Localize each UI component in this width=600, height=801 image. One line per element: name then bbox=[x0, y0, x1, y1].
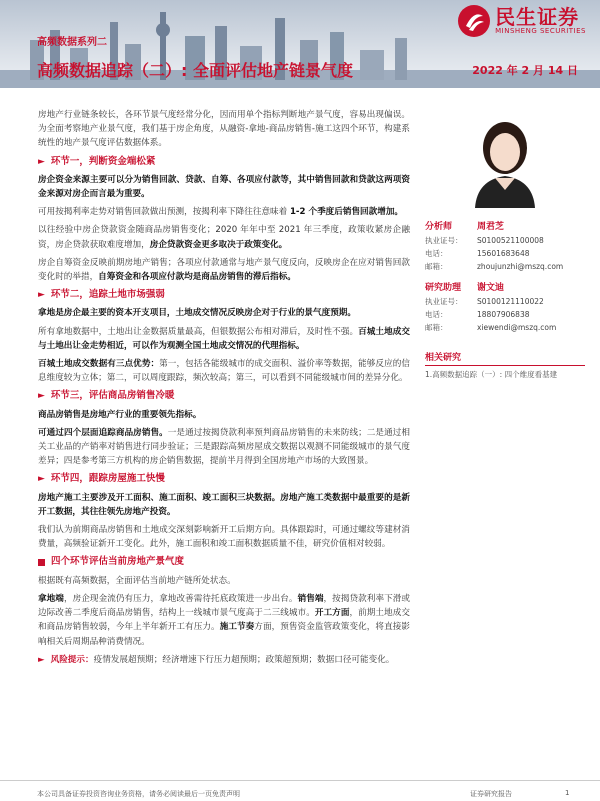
section-2-heading: ► 环节二，追踪土地市场强弱 bbox=[38, 288, 410, 302]
triangle-bullet-icon: ► bbox=[38, 156, 45, 167]
brand bbox=[457, 4, 586, 38]
section-1-para-3: 以往经验中房企贷款资金随商品房销售变化；2020 年年中至 2021 年三季度，政策收紧房企融资，房企贷款获取难度增加，房企贷款资金更多取决于政策变化。 bbox=[38, 225, 410, 250]
section-4-para-1: 房地产施工主要涉及开工面积、施工面积、竣工面积三块数据。房地产施工类数据中最重要的是新开工数据，其往往领先房地产投资。 bbox=[38, 492, 410, 517]
minsheng-logo-icon bbox=[457, 4, 491, 38]
related-research-link[interactable]: 1.高频数据追踪（一）: 四个维度看基建 bbox=[425, 370, 558, 379]
brand-name-en: MINSHENG SECURITIES bbox=[495, 26, 586, 35]
section-4-para-2: 我们认为前期商品房销售和土地成交深刻影响新开工后期方向。具体跟踪时，可通过螺纹等建材消费量，高频验证新开工变化。此外，施工面积和竣工面积数据质量不佳，研究价值相对较弱。 bbox=[38, 525, 410, 550]
section-1-para-1: 房企资金来源主要可以分为销售回款、贷款、自筹、各项应付款等，其中销售回款和贷款这两项资金来源对房企而言最为重要。 bbox=[38, 174, 410, 200]
analyst-1-email[interactable]: zhoujunzhi@mszq.com bbox=[477, 262, 564, 271]
main-content bbox=[38, 108, 410, 671]
page-number: 1 bbox=[565, 789, 570, 797]
section-1-heading: ► 环节一，判断资金端松紧 bbox=[38, 155, 410, 169]
square-bullet-icon bbox=[38, 559, 45, 566]
analyst-1-card: 分析师 周君芝 执业证号： S0100521100008 电话： 15601683648 邮箱： zhoujunzhi@mszq.com bbox=[425, 222, 564, 271]
analyst-photo bbox=[455, 108, 555, 208]
footer-disclaimer: 本公司具备证券投资咨询业务资格，请务必阅读最后一页免责声明 bbox=[37, 790, 240, 798]
section-1-para-2: 可用按揭利率走势对销售回款做出预测，按揭利率下降往往意味着 1-2 个季度后销售回款增加。 bbox=[38, 207, 404, 218]
section-3-heading: ► 环节三，评估商品房销售冷暖 bbox=[38, 389, 410, 403]
sidebar bbox=[425, 108, 585, 380]
page-footer bbox=[0, 780, 600, 801]
section-5-para-1: 根据既有高频数据，全面评估当前地产链所处状态。 bbox=[38, 575, 236, 586]
section-4-heading: ► 环节四，跟踪房屋施工快慢 bbox=[38, 472, 410, 486]
intro-paragraph: 房地产行业链条较长，各环节景气度经常分化，因而用单个指标判断地产景气度，容易出现偏误。为全面考察地产业景气度，我们基于房企角度，从融资-拿地-商品房销售-施工这四个环节，构建系统性的地产景气度评估数据体系。 bbox=[38, 110, 410, 149]
footer-report-type: 证券研究报告 bbox=[470, 790, 512, 798]
section-5-heading: 四个环节评估当前房地产景气度 bbox=[38, 555, 410, 569]
analyst-2-card: 研究助理 谢文迪 执业证号： S0100121110022 电话： 18807906838 邮箱： xiewendi@mszq.com bbox=[425, 283, 557, 332]
triangle-bullet-icon: ► bbox=[38, 474, 45, 485]
section-3-para-2: 可通过四个层面追踪商品房销售。一是通过按揭贷款利率预判商品房销售的未来防线；二是通过相关工业品的产销率对销售进行同步验证；三是跟踪高频房屋成交数据以观测不同能级城市的景气度差异；四是参考第三方机构的房企销售数据，提前半月得到全国房地产市场的大致图景。 bbox=[38, 427, 410, 467]
analyst-2-email[interactable]: xiewendi@mszq.com bbox=[477, 323, 557, 332]
risk-warning: ► 风险提示：疫情发展超预期；经济增速下行压力超预期；政策超预期；数据口径可能变化。 bbox=[38, 654, 395, 665]
triangle-bullet-icon: ► bbox=[38, 290, 45, 301]
report-date: 2022 年 2 月 14 日 bbox=[472, 64, 578, 77]
triangle-bullet-icon: ► bbox=[38, 391, 45, 402]
section-2-para-3: 百城土地成交数据有三点优势：第一，包括各能级城市的成交面积、溢价率等数据，能够反应的信息维度较为立体；第二，可以周度跟踪，频次较高；第三，可以看到不同能级城市间的差异分化。 bbox=[38, 359, 410, 384]
brand-name-cn: 民生证券 bbox=[495, 4, 580, 29]
report-header bbox=[0, 0, 600, 88]
section-2-para-1: 拿地是房企最主要的资本开支项目，土地成交情况反映房企对于行业的景气度预期。 bbox=[38, 308, 356, 319]
section-2-para-2: 所有拿地数据中，土地出让金数据质量最高，但银数据公布相对滞后，及时性不强。百城土地成交与土地出让金走势相近，可以作为观测全国土地成交情况的代理指标。 bbox=[38, 326, 410, 351]
section-3-para-1: 商品房销售是房地产行业的重要领先指标。 bbox=[38, 409, 202, 420]
series-label: 高频数据系列二 bbox=[37, 37, 107, 48]
related-research-title: 相关研究 bbox=[425, 350, 585, 366]
section-1-para-4: 房企自筹资金反映前期房地产销售；各项应付款通常与地产景气度反向，反映房企在应对销售回款变化时的举措，自筹资金和各项应付款均是商品房销售的滞后指标。 bbox=[38, 257, 410, 283]
report-title: 高频数据追踪（二）: 全面评估地产链景气度 bbox=[37, 61, 353, 80]
section-5-para-2: 拿地端，房企现金流仍有压力，拿地改善需待托底政策进一步出台。销售端，按揭贷款利率下滑或边际改善二季度后商品房销售，结构上一线城市景气度高于二三线城市。开工方面，前期土地成交和商品房销售较弱，今年上半年新开工有压力。施工节奏方面，预售资金监管政策变化，将直接影响相关后周期品种消费情况。 bbox=[38, 593, 410, 647]
